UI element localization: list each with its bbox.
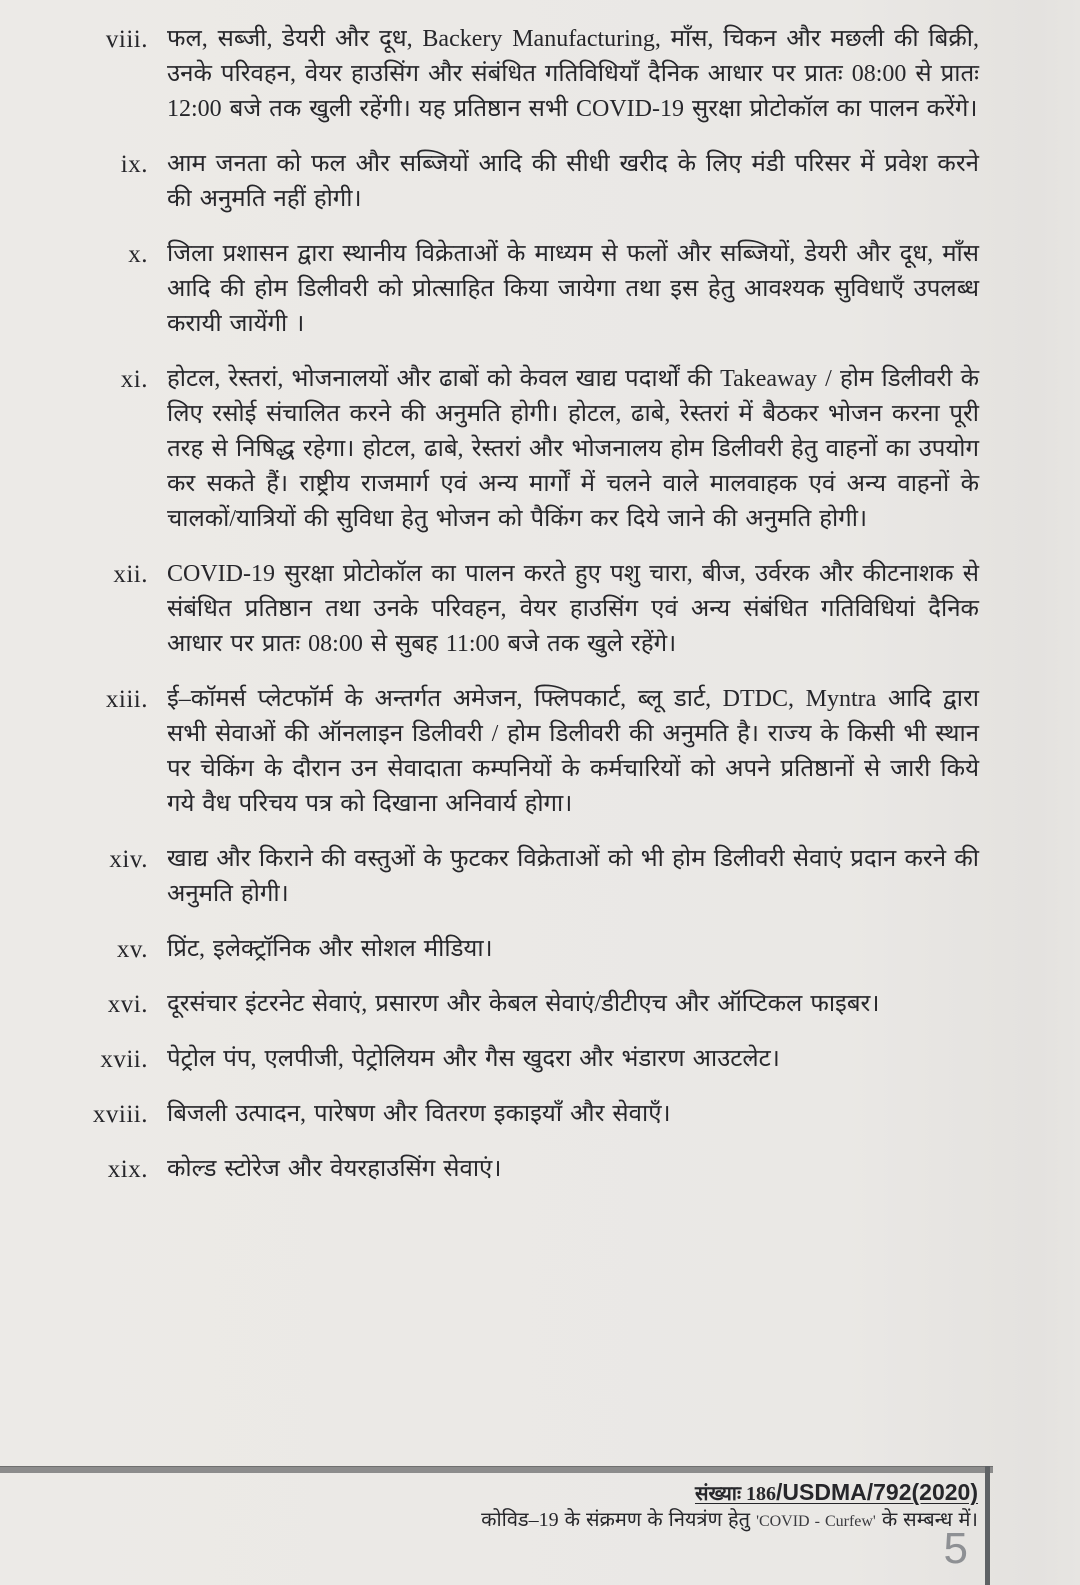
item-roman-numeral: xv. xyxy=(116,936,148,963)
item-text: प्रिंट, इलेक्ट्रॉनिक और सोशल मीडिया। xyxy=(167,936,493,962)
list-item-xix xyxy=(40,1152,990,1187)
footer-vertical-line xyxy=(985,1466,990,1585)
list-item-xvi xyxy=(40,987,990,1022)
reference-number xyxy=(695,1479,978,1506)
list-item-xi xyxy=(40,362,990,537)
subject-latin-phrase: 'COVID - Curfew' xyxy=(756,1513,876,1530)
list-item-xii xyxy=(40,557,990,662)
list-item-viii xyxy=(40,22,990,127)
list-item-xvii xyxy=(40,1042,990,1077)
item-text: होटल, रेस्तरां, भोजनालयों और ढाबों को केवल खाद्य पदार्थों की Takeaway / होम डिलीवरी के लिए रसोई संचालित करने की अनुमति होगी। होटल, ढाबे, रेस्तरां में बैठकर भोजन करना पूरी तरह से निषिद्ध रहेगा। होटल, ढाबे, रेस्तरां और भोजनालय होम डिलीवरी हेतु वाहनों का उपयोग कर सकते हैं। राष्ट्रीय राजमार्ग एवं अन्य मार्गों में चलने वाले मालवाहक एवं अन्य वाहनों के चालकों/यात्रियों की सुविधा हेतु भोजन को पैकिंग कर दिये जाने की अनुमति होगी। xyxy=(167,366,979,532)
reference-number-prefix: संख्याः 186 xyxy=(694,1483,777,1505)
item-roman-numeral: xix. xyxy=(107,1156,148,1183)
list-item-xiii xyxy=(40,682,990,822)
item-roman-numeral: xi. xyxy=(120,366,148,393)
item-roman-numeral: xiv. xyxy=(109,846,148,873)
subject-line xyxy=(481,1505,978,1532)
item-text: दूरसंचार इंटरनेट सेवाएं, प्रसारण और केबल सेवाएं/डीटीएच और ऑप्टिकल फाइबर। xyxy=(167,991,880,1017)
item-text: COVID-19 सुरक्षा प्रोटोकॉल का पालन करते हुए पशु चारा, बीज, उर्वरक और कीटनाशक से संबंधित प्रतिष्ठान तथा उनके परिवहन, वेयर हाउसिंग एवं अन्य संबंधित गतिविधियां दैनिक आधार पर प्रातः 08:00 से सुबह 11:00 बजे तक खुले रहेंगे। xyxy=(167,561,979,657)
item-text: जिला प्रशासन द्वारा स्थानीय विक्रेताओं के माध्यम से फलों और सब्जियों, डेयरी और दूध, माँस आदि की होम डिलीवरी को प्रोत्साहित किया जायेगा तथा इस हेतु आवश्यक सुविधाएँ उपलब्ध करायी जायेंगी । xyxy=(167,241,979,337)
footer-divider-line xyxy=(0,1466,993,1473)
list-item-ix xyxy=(40,147,990,217)
item-roman-numeral: ix. xyxy=(120,151,148,178)
list-item-xiv xyxy=(40,842,990,912)
item-text: कोल्ड स्टोरेज और वेयरहाउसिंग सेवाएं। xyxy=(167,1156,502,1182)
item-roman-numeral: xvi. xyxy=(107,991,148,1018)
list-item-xviii xyxy=(40,1097,990,1132)
item-roman-numeral: xviii. xyxy=(92,1101,148,1128)
item-text: पेट्रोल पंप, एलपीजी, पेट्रोलियम और गैस खुदरा और भंडारण आउटलेट। xyxy=(167,1046,780,1072)
reference-number-value: /USDMA/792(2020) xyxy=(776,1479,978,1505)
list-item-xv xyxy=(40,932,990,967)
list-item-x xyxy=(40,237,990,342)
item-roman-numeral: xii. xyxy=(113,561,148,588)
item-roman-numeral: xiii. xyxy=(105,686,148,713)
item-roman-numeral: xvii. xyxy=(100,1046,148,1073)
item-text: आम जनता को फल और सब्जियों आदि की सीधी खरीद के लिए मंडी परिसर में प्रवेश करने की अनुमति नहीं होगी। xyxy=(167,151,979,212)
item-text: खाद्य और किराने की वस्तुओं के फुटकर विक्रेताओं को भी होम डिलीवरी सेवाएं प्रदान करने की अनुमति होगी। xyxy=(167,846,979,907)
item-roman-numeral: viii. xyxy=(105,26,148,53)
item-roman-numeral: x. xyxy=(128,241,148,268)
item-text: बिजली उत्पादन, पारेषण और वितरण इकाइयाँ और सेवाएँ। xyxy=(167,1101,671,1127)
subject-text-before: कोविड–19 के संक्रमण के नियत्रंण हेतु xyxy=(481,1509,751,1531)
subject-text-after: के सम्बन्ध में। xyxy=(881,1509,978,1531)
regulation-list xyxy=(40,22,990,1207)
item-text: फल, सब्जी, डेयरी और दूध, Backery Manufacturing, माँस, चिकन और मछली की बिक्री, उनके परिवहन, वेयर हाउसिंग और संबंधित गतिविधियाँ दैनिक आधार पर प्रातः 08:00 से प्रातः 12:00 बजे तक खुली रहेंगी। यह प्रतिष्ठान सभी COVID-19 सुरक्षा प्रोटोकॉल का पालन करेंगे। xyxy=(167,26,979,122)
item-text: ई–कॉमर्स प्लेटफॉर्म के अन्तर्गत अमेजन, फ्लिपकार्ट, ब्लू डार्ट, DTDC, Myntra आदि द्वारा सभी सेवाओं की ऑनलाइन डिलीवरी / होम डिलीवरी की अनुमति है। राज्य के किसी भी स्थान पर चेकिंग के दौरान उन सेवादाता कम्पनियों के कर्मचारियों को अपने प्रतिष्ठानों से जारी किये गये वैध परिचय पत्र को दिखाना अनिवार्य होगा। xyxy=(167,686,979,817)
page-number: 5 xyxy=(943,1524,968,1573)
